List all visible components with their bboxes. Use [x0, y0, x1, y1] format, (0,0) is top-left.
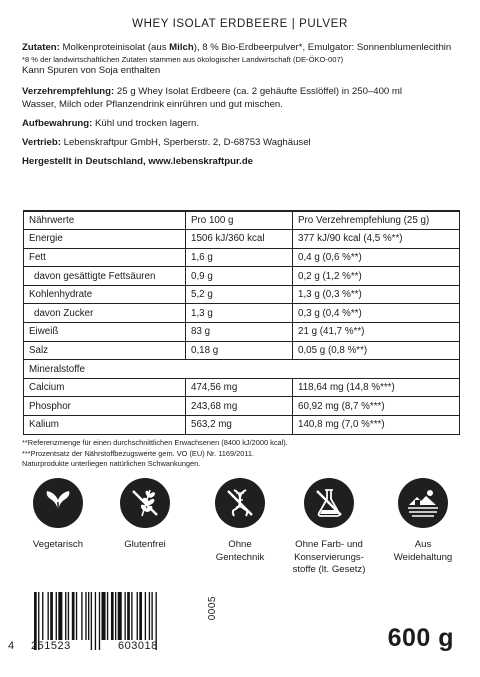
row-per-serving: 118,64 mg (14,8 %***)	[293, 378, 460, 397]
footnotes	[22, 438, 462, 470]
barcode-bar	[95, 592, 96, 650]
row-label: Eiweiß	[24, 323, 186, 342]
row-per-serving: 140,8 mg (7,0 %***)	[293, 416, 460, 435]
row-label: Kalium	[24, 416, 186, 435]
product-title: WHEY ISOLAT ERDBEERE | PULVER	[132, 18, 348, 30]
badge-label: Vegetarisch	[32, 539, 84, 550]
storage-line	[22, 118, 462, 131]
ingredients-text-2: ), 8 % Bio-Erdbeerpulver*, Emulgator: Sonnenblumenlecithin	[193, 42, 452, 53]
table-row	[24, 397, 460, 416]
table-row	[24, 416, 460, 435]
table-row	[24, 378, 460, 397]
table-row	[24, 304, 460, 323]
barcode-bar	[65, 592, 66, 640]
barcode-bar	[137, 592, 138, 640]
barcode-bar	[91, 592, 92, 650]
barcode-bar	[124, 592, 125, 640]
recommendation-text: 25 g Whey Isolat Erdbeere (ca. 2 gehäufte Esslöffel) in 250–400 ml	[114, 86, 403, 97]
distribution-text: Lebenskraftpur GmbH, Sperberstr. 2, D-68753 Waghäusel	[60, 137, 311, 148]
barcode	[20, 590, 210, 668]
badge-no-additives	[284, 478, 374, 577]
row-per-serving: 0,2 g (1,2 %**)	[293, 267, 460, 286]
row-label: Fett	[24, 248, 186, 267]
row-label: Energie	[24, 230, 186, 249]
footnote-natural: Naturprodukte unterliegen natürlichen Schwankungen.	[22, 459, 201, 469]
header-per-100g: Pro 100 g	[186, 211, 293, 230]
header-nutrients: Nährwerte	[24, 211, 186, 230]
badge-label: Ohne Farb- und Konservierungs- stoffe (lt. Gesetz)	[292, 539, 366, 575]
barcode-bar	[99, 592, 100, 650]
allergen-milk: Milch	[169, 42, 194, 53]
storage-text: Kühl und trocken lagern.	[92, 118, 200, 129]
badge-vegetarian	[13, 478, 103, 552]
row-per-100g: 1,3 g	[186, 304, 293, 323]
ingredients-text-1: Molkenproteinisolat (aus	[59, 42, 170, 53]
barcode-left-digits: 251523	[31, 640, 71, 652]
row-per-serving: 21 g (41,7 %**)	[293, 323, 460, 342]
barcode-bar	[127, 592, 130, 640]
barcode-bar	[48, 592, 49, 640]
barcode-first-digit: 4	[8, 640, 15, 652]
row-label: Kohlenhydrate	[24, 285, 186, 304]
barcode-right-digits: 603018	[118, 640, 158, 652]
row-label: Phosphor	[24, 397, 186, 416]
barcode-bar	[149, 592, 150, 640]
footnote-nrv: ***Prozentsatz der Nährstoffbezugswerte gem. VO (EU) Nr. 1169/2011.	[22, 448, 255, 458]
distribution-line	[22, 137, 462, 150]
row-label: Calcium	[24, 378, 186, 397]
barcode-bar	[56, 592, 57, 640]
row-per-serving: 0,05 g (0,8 %**)	[293, 341, 460, 360]
trace-note: Kann Spuren von Soja enthalten	[22, 64, 161, 76]
barcode-bar	[102, 592, 106, 640]
barcode-bar	[81, 592, 82, 640]
table-section-row	[24, 360, 460, 379]
barcode-bar	[58, 592, 62, 640]
flask-crossed-icon	[304, 478, 354, 528]
wheat-crossed-icon	[120, 478, 170, 528]
recommendation-label: Verzehrempfehlung:	[22, 86, 115, 97]
table-row	[24, 248, 460, 267]
barcode-bar	[72, 592, 75, 640]
row-per-100g: 474,56 mg	[186, 378, 293, 397]
barcode-side-digits: 0005	[207, 596, 218, 621]
row-per-100g: 83 g	[186, 323, 293, 342]
ingredients-block	[22, 42, 462, 77]
header-per-serving: Pro Verzehrempfehlung (25 g)	[293, 211, 460, 230]
barcode-bar	[50, 592, 53, 640]
barcode-bar	[107, 592, 108, 640]
row-per-100g: 563,2 mg	[186, 416, 293, 435]
ingredients-label: Zutaten:	[22, 42, 60, 53]
row-per-100g: 5,2 g	[186, 285, 293, 304]
table-row	[24, 341, 460, 360]
storage-label: Aufbewahrung:	[22, 118, 93, 129]
barcode-bar	[42, 592, 43, 640]
recommendation-text-2: Wasser, Milch oder Pflanzendrink einrühren und gut mischen.	[22, 98, 283, 110]
barcode-bar	[76, 592, 77, 640]
table-row	[24, 323, 460, 342]
row-per-100g: 243,68 mg	[186, 397, 293, 416]
row-per-100g: 0,18 g	[186, 341, 293, 360]
badge-label: Aus Weidehaltung	[393, 539, 453, 563]
row-per-serving: 0,4 g (0,6 %**)	[293, 248, 460, 267]
table-row	[24, 267, 460, 286]
distribution-label: Vertrieb:	[22, 137, 61, 148]
barcode-bar	[118, 592, 122, 640]
section-minerals: Mineralstoffe	[24, 360, 460, 379]
barcode-bar	[88, 592, 89, 640]
row-per-serving: 0,3 g (0,4 %**)	[293, 304, 460, 323]
table-row	[24, 285, 460, 304]
net-weight: 600 g	[387, 624, 454, 652]
badge-no-gmo	[195, 478, 285, 564]
barcode-bar	[85, 592, 86, 640]
barcode-bar	[151, 592, 152, 640]
row-label: davon gesättigte Fettsäuren	[24, 267, 186, 286]
badge-pasture	[378, 478, 468, 564]
row-per-100g: 0,9 g	[186, 267, 293, 286]
leaf-icon	[33, 478, 83, 528]
badge-label: Ohne Gentechnik	[215, 539, 265, 563]
table-row	[24, 230, 460, 249]
footnote-reference: **Referenzmenge für einen durchschnittlichen Erwachsenen (8400 kJ/2000 kcal).	[22, 438, 288, 447]
made-in-text: Hergestellt in Deutschland, www.lebenskraftpur.de	[22, 156, 254, 167]
row-per-100g: 1,6 g	[186, 248, 293, 267]
barcode-bar	[131, 592, 132, 640]
row-per-serving: 377 kJ/90 kcal (4,5 %**)	[293, 230, 460, 249]
made-in-line	[22, 156, 462, 169]
row-per-serving: 1,3 g (0,3 %**)	[293, 285, 460, 304]
nutrition-table	[23, 210, 460, 435]
badge-label: Glutenfrei	[124, 539, 166, 550]
barcode-bar	[111, 592, 114, 640]
row-per-100g: 1506 kJ/360 kcal	[186, 230, 293, 249]
row-label: davon Zucker	[24, 304, 186, 323]
barcode-bar	[139, 592, 142, 640]
cow-pasture-icon	[398, 478, 448, 528]
row-label: Salz	[24, 341, 186, 360]
organic-footnote: *8 % der landwirtschaftlichen Zutaten stammen aus ökologischer Landwirtschaft (DE-ÖKO-007)	[22, 54, 344, 64]
dna-crossed-icon	[215, 478, 265, 528]
barcode-bar	[145, 592, 146, 640]
barcode-bar	[115, 592, 116, 640]
badge-gluten-free	[100, 478, 190, 552]
row-per-serving: 60,92 mg (8,7 %***)	[293, 397, 460, 416]
table-header-row	[24, 211, 460, 230]
recommendation-block	[22, 86, 462, 111]
barcode-bar	[68, 592, 69, 640]
